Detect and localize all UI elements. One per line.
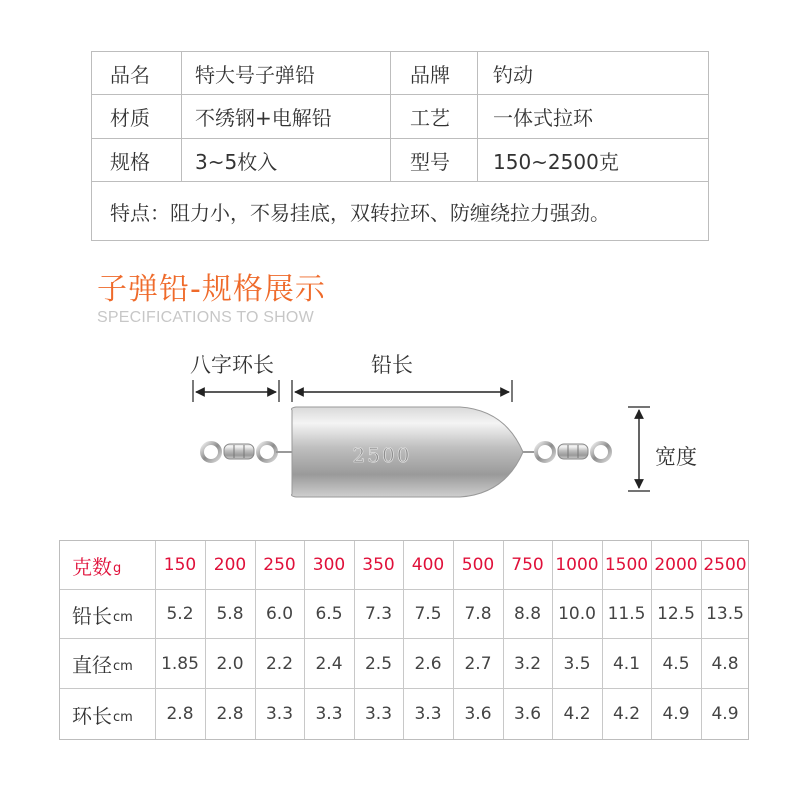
spec-diameter-cell: 3.5 [563, 653, 591, 674]
feature-text: 特点：阻力小，不易挂底，双转拉环、防缠绕拉力强劲。 [110, 200, 610, 225]
spec-weight-cell: 400 [411, 555, 445, 575]
spec-length-cell: 13.5 [706, 604, 744, 624]
spec-length-cell: 12.5 [657, 604, 695, 624]
spec-row-label-ring-length: 环长 cm [72, 703, 133, 728]
spec-weight-cell: 250 [263, 555, 296, 575]
spec-length-cell: 7.5 [414, 604, 442, 624]
spec-length-cell: 11.5 [607, 604, 646, 624]
spec-length-cell: 6.0 [265, 604, 294, 624]
info-label: 品牌 [410, 62, 450, 87]
spec-diameter-cell: 4.1 [612, 653, 641, 674]
info-value: 不绣钢+电解铅 [195, 106, 332, 130]
spec-ring-length-cell: 3.6 [464, 704, 492, 724]
spec-diameter-cell: 2.7 [464, 653, 492, 674]
info-value: 特大号子弹铅 [195, 62, 315, 87]
spec-length-cell: 8.8 [513, 604, 542, 624]
spec-length-cell: 6.5 [315, 604, 343, 624]
left-swivel [202, 443, 292, 461]
info-value: 钓动 [493, 62, 533, 87]
spec-ring-length-cell: 4.9 [662, 704, 690, 724]
spec-weight-cell: 300 [312, 555, 346, 575]
engraving-text: 2500 [352, 443, 412, 467]
spec-ring-length-cell: 2.8 [166, 704, 194, 724]
spec-length-cell: 7.3 [364, 604, 393, 624]
spec-diameter-cell: 2.6 [414, 653, 442, 674]
spec-ring-length-cell: 2.8 [216, 704, 244, 724]
info-label: 工艺 [410, 106, 450, 130]
spec-ring-length-cell: 3.3 [414, 704, 442, 724]
info-value: 150~2500克 [493, 149, 619, 174]
spec-diameter-cell: 2.5 [364, 653, 393, 674]
spec-weight-cell: 1000 [555, 555, 599, 575]
spec-length-cell: 10.0 [558, 604, 596, 624]
spec-row-label-diameter: 直径 cm [72, 652, 133, 677]
spec-table [59, 540, 749, 740]
spec-weight-cell: 2000 [654, 555, 698, 575]
info-feature-row [92, 182, 708, 240]
spec-diameter-cell: 4.5 [662, 653, 690, 674]
swivel-length-label: 八字环长 [190, 353, 274, 377]
spec-length-cell: 5.8 [216, 604, 244, 624]
section-subtitle: SPECIFICATIONS TO SHOW [97, 309, 314, 326]
right-swivel [523, 443, 610, 461]
info-value: 3~5枚入 [195, 149, 278, 174]
bullet-body [292, 407, 524, 497]
info-row [92, 139, 708, 182]
info-label: 品名 [110, 62, 150, 87]
spec-diameter-cell: 2.0 [216, 653, 244, 674]
width-label: 宽度 [655, 445, 697, 469]
spec-weight-cell: 750 [511, 555, 544, 575]
spec-length-cell: 7.8 [464, 604, 492, 624]
info-row [92, 52, 708, 95]
spec-weight-cell: 350 [362, 555, 395, 575]
info-row [92, 95, 708, 139]
spec-length-cell: 5.2 [166, 604, 194, 624]
section-title: 子弹铅-规格展示 [97, 272, 326, 307]
info-label: 型号 [410, 149, 450, 174]
spec-diameter-cell: 4.8 [711, 653, 739, 674]
product-info-table [91, 51, 709, 241]
bullet-weight-illustration [190, 378, 630, 508]
spec-diameter-cell: 3.2 [513, 653, 542, 674]
spec-ring-length-cell: 4.2 [563, 704, 591, 724]
spec-ring-length-cell: 3.6 [513, 704, 542, 724]
info-value: 一体式拉环 [493, 106, 593, 130]
spec-ring-length-cell: 3.3 [265, 704, 294, 724]
spec-diameter-cell: 1.85 [161, 653, 199, 674]
spec-weight-cell: 1500 [604, 555, 649, 575]
info-label: 材质 [110, 106, 150, 130]
spec-diameter-cell: 2.2 [265, 653, 294, 674]
spec-ring-length-cell: 4.9 [711, 704, 739, 724]
spec-weight-cell: 500 [461, 555, 495, 575]
spec-weight-cell: 2500 [703, 555, 747, 575]
spec-row-label-length: 铅长 cm [72, 603, 133, 628]
lead-length-label: 铅长 [371, 353, 413, 377]
spec-diameter-cell: 2.4 [315, 653, 343, 674]
spec-ring-length-cell: 3.3 [315, 704, 343, 724]
spec-row-label-weight: 克数 g [72, 554, 122, 579]
spec-ring-length-cell: 4.2 [612, 704, 641, 724]
info-label: 规格 [110, 149, 150, 174]
spec-weight-cell: 200 [213, 555, 247, 575]
spec-ring-length-cell: 3.3 [364, 704, 393, 724]
spec-weight-cell: 150 [163, 555, 197, 575]
